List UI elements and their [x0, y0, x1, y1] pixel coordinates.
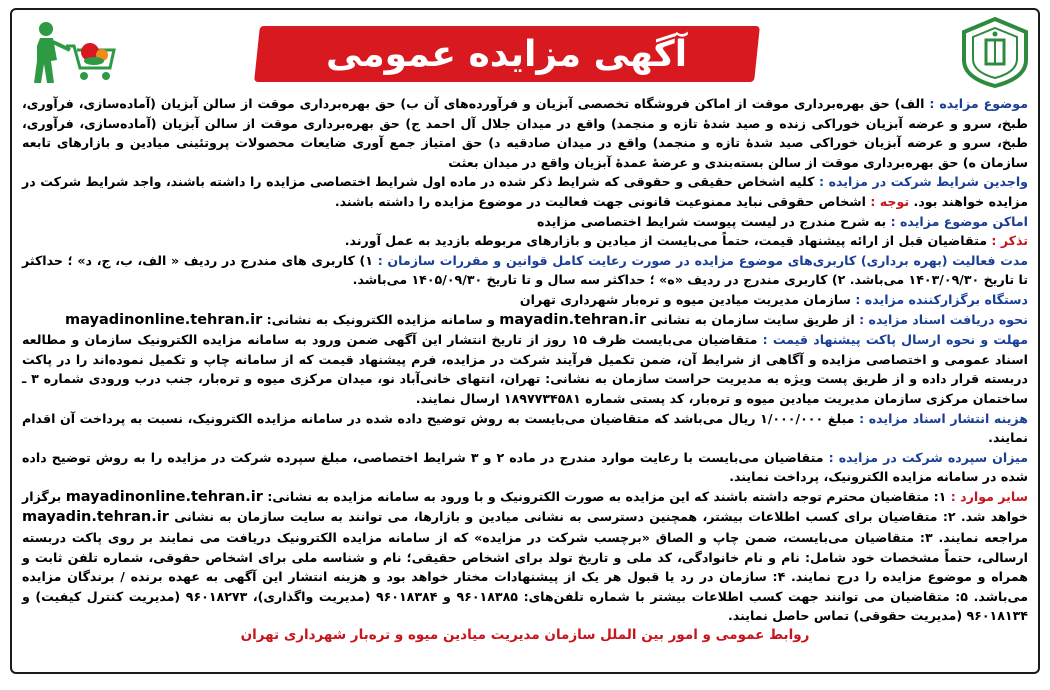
section-label: موضوع مزایده :: [929, 96, 1028, 111]
section-label: نحوه دریافت اسناد مزایده :: [859, 311, 1028, 327]
section-label: هزینه انتشار اسناد مزایده :: [859, 410, 1028, 426]
footer-signature: [22, 626, 1028, 646]
section-label: اماکن موضوع مزایده :: [890, 213, 1028, 229]
section-text: از طریق سایت سازمان به نشانی: [650, 311, 855, 327]
section-label: سایر موارد :: [950, 488, 1028, 504]
section-text: به شرح مندرج در لیست پیوست شرایط اختصاصی مزایده: [536, 213, 887, 229]
section-eligibility: [22, 172, 1028, 211]
section-label: میزان سپرده شرکت در مزایده :: [828, 449, 1028, 465]
auction-portal-link[interactable]: mayadinonline.tehran.ir: [65, 311, 263, 328]
notice-title: آگهی مزایده عمومی: [326, 33, 688, 75]
section-text: متقاضیان قبل از ارائه پیشنهاد قیمت، حتماً می‌بایست از میادین و بازارهای مربوطه بازدید به عمل آورند.: [344, 233, 988, 249]
section-subject: [22, 94, 1028, 172]
section-text: ۱: متقاضیان محترم توجه داشته باشند که این مزایده به صورت الکترونیک و با ورود به سامانه مزایده به نشانی:: [267, 488, 947, 504]
section-activity-period: [22, 251, 1028, 290]
title-banner: [254, 26, 760, 82]
section-other-items: [22, 487, 1028, 626]
auction-portal-link[interactable]: mayadinonline.tehran.ir: [65, 488, 263, 505]
section-text: مراجعه نمایند. ۳: متقاضیان می‌بایست، ضمن چاپ و الصاق «برچسب شرکت در مزایده» که از سامانه مزایده الکترونیک دریافت می نمایند بر روی پاکت دربسته ارسالی، حتماً مشخصات خود شامل: نام و نام خانوادگی، کد ملی و تاریخ تولد برای اشخاص حقیقی؛ نام و شناسه ملی برای اشخاص حقوقی، شماره تلفن ثابت و همراه و موضوع مزایده را درج نمایند. ۴: سازمان در رد یا قبول هر یک از پیشنهادات مختار خواهد بود و هزینه انتشار این آگهی به عهده برنده / برندگان مزایده می‌باشد. ۵: متقاضیان می توانند جهت کسب اطلاعات بیشتر با شماره تلفن‌های: ۹۶۰۱۸۳۸۵ و ۹۶۰۱۸۳۸۴ (مدیریت واگذاری)، ۹۶۰۱۸۲۷۳ (مدیریت کنترل کیفیت) و ۹۶۰۱۸۱۳۴ (مدیریت حقوقی) تماس حاصل نمایند.: [22, 530, 1029, 624]
notice-header: [12, 10, 1038, 94]
section-text: ۱) کاربری های مندرج در ردیف « الف، ب، ج، د» ؛ حداکثر تا تاریخ ۱۴۰۳/۰۹/۳۰ می‌باشد. ۲) کاربری مندرج در ردیف «ه» ؛ حداکثر سه سال و تا تاریخ ۱۴۰۵/۰۹/۳۰ می‌باشد.: [22, 252, 1028, 288]
section-text: کلیه اشخاص حقیقی و حقوقی که شرایط ذکر شده در ماده اول شرایط اختصاصی مزایده را داشته باشند، واجد شرایط شرکت در مزایده خواهند بود.: [22, 174, 1028, 209]
public-relations-credit: روابط عمومی و امور بین الملل سازمان مدیریت میادین میوه و تره‌بار شهرداری تهران: [240, 627, 810, 644]
tehran-municipality-logo-icon: [960, 16, 1030, 88]
section-text: متقاضیان می‌بایست با رعایت موارد مندرج در ماده ۲ و ۳ شرایط اختصاصی، مبلغ سپرده شرکت در مزایده را به روش توضیح داده شده در سامانه مزایده الکترونیک، پرداخت نمایند.: [22, 449, 1028, 485]
person-with-shopping-cart-icon: [26, 20, 118, 86]
website-link[interactable]: mayadin.tehran.ir: [22, 509, 169, 526]
section-label: دستگاه برگزارکننده مزایده :: [855, 291, 1028, 307]
website-link[interactable]: mayadin.tehran.ir: [499, 311, 647, 328]
section-document-retrieval: [22, 310, 1028, 331]
section-submission-deadline: [22, 330, 1028, 408]
section-text: مبلغ ۱/۰۰۰/۰۰۰ ریال می‌باشد که متقاضیان می‌بایست به روش توضیح داده شده در سامانه مزایده الکترونیک، نسبت به پرداخت آن اقدام نمایند.: [22, 410, 1028, 446]
section-label: واجدین شرایط شرکت در مزایده :: [819, 174, 1028, 190]
notice-body: [22, 94, 1028, 666]
section-text: برگزار خواهد شد. ۲: متقاضیان برای کسب اطلاعات بیشتر، همچنین دسترسی به نشانی میادین و بازارها، می توانند به سایت سازمان به نشانی: [22, 488, 1028, 525]
section-label: تذکر :: [991, 233, 1028, 249]
section-locations: [22, 212, 1028, 232]
section-deposit: [22, 448, 1028, 487]
section-organizer: [22, 290, 1028, 310]
section-text: الف) حق بهره‌برداری موقت از اماکن فروشگاه تخصصی آبزیان و فرآورده‌های آن ب) حق بهره‌برداری موقت از سالن آبزیان (آماده‌سازی، فرآوری، طبخ، سرو و عرضه آبزیان خوراکی زنده و صید شدهٔ تازه و منجمد) واقع در میدان جلال آل احمد ج) حق بهره‌برداری موقت از سالن آبزیان (آماده‌سازی، فرآوری، طبخ، سرو و عرضه آبزیان خوراکی صید شدهٔ تازه و منجمد) واقع در میدان صادقیه د) حق امتیاز جمع آوری ضایعات محصولات پروتئینی میادین و بازارهای تابعه سازمان ه) حق بهره‌برداری موقت از سالن بسته‌بندی و عرضهٔ عمدهٔ آبزیان واقع در میدان بعثت: [22, 96, 1028, 170]
section-reminder: [22, 231, 1028, 251]
section-document-fee: [22, 409, 1028, 448]
note-label: توجه :: [870, 193, 910, 209]
section-text: سازمان مدیریت میادین میوه و تره‌بار شهرداری تهران: [519, 291, 851, 307]
section-text: و سامانه مزایده الکترونیک به نشانی:: [266, 311, 495, 327]
auction-notice: [10, 8, 1040, 674]
section-text: متقاضیان می‌بایست ظرف ۱۵ روز از تاریخ انتشار این آگهی ضمن ورود به سامانه مزایده الکترونیک سازمان و مطالعه اسناد عمومی و اختصاصی مزایده و آگاهی از شرایط آن، ضمن تکمیل فرآیند شرکت در مزایده، فرم پیشنهاد قیمت که از سامانه چاپ و تکمیل نموده‌اند را در پاکت دربسته قرار داده و از طریق پست ویژه به مدیریت حراست سازمان به نشانی: تهران، انتهای خانی‌آباد نو، میدان مرکزی میوه و تره‌بار، جنب درب ورودی شماره ۳ ـ ساختمان مرکزی سازمان مدیریت میادین میوه و تره‌بار، کد پستی شماره ۱۸۹۷۷۳۴۵۸۱ ارسال نمایند.: [22, 332, 1028, 406]
section-label: مهلت و نحوه ارسال پاکت پیشنهاد قیمت :: [762, 332, 1029, 348]
section-label: مدت فعالیت (بهره برداری) کاربری‌های موضوع مزایده در صورت رعایت کامل قوانین و مقررات سازمان :: [377, 252, 1028, 268]
note-text: اشخاص حقوقی نباید ممنوعیت قانونی جهت فعالیت در موضوع مزایده را داشته باشند.: [334, 193, 866, 209]
